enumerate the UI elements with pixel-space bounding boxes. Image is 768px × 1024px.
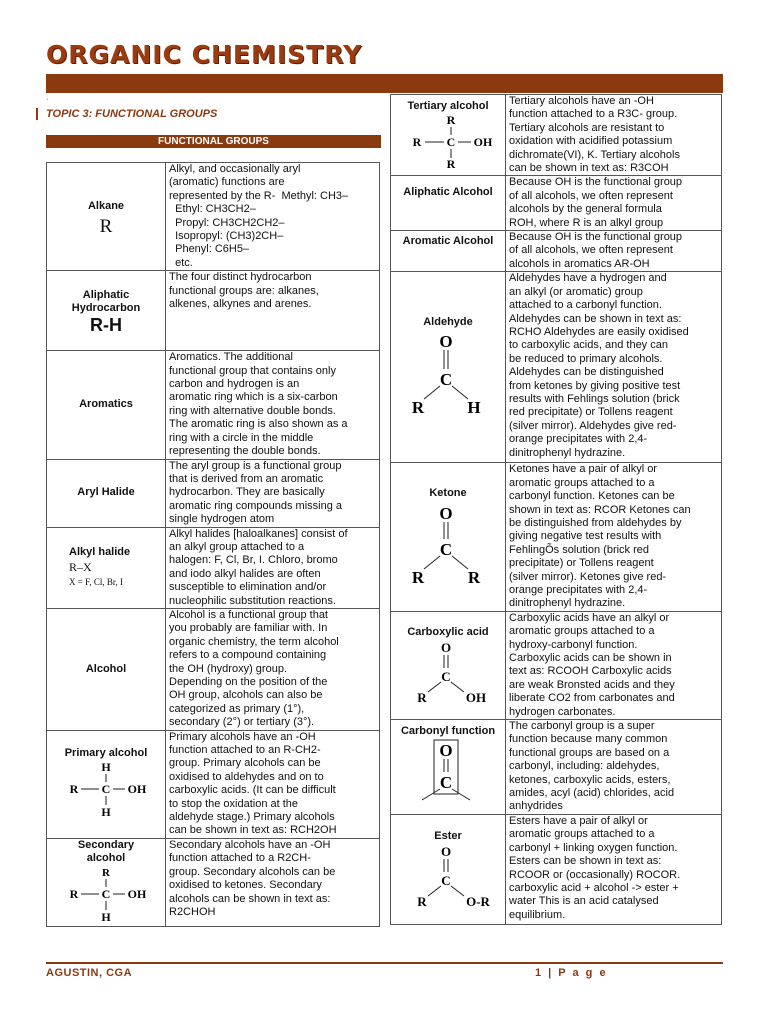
atom: OH: [127, 781, 147, 796]
description-line: anhydrides: [509, 800, 563, 813]
atom: C: [439, 369, 453, 389]
description-line: Ketones have a pair of alkyl or: [509, 463, 657, 476]
stray-mark: `: [46, 98, 49, 107]
description-line: function attached to a R2CH-: [169, 852, 311, 865]
group-name: Carbonyl function: [400, 725, 496, 737]
description-line: Aldehydes can be shown in text as:: [509, 312, 682, 325]
description-line: Esters have a pair of alkyl or: [509, 815, 648, 827]
description-line: secondary (2°) or tertiary (3°).: [169, 716, 315, 729]
bond: [428, 886, 441, 896]
description-line: (silver mirror). Aldehydes give red-: [509, 419, 677, 432]
description-cell: [506, 720, 722, 815]
description-cell: [506, 611, 722, 719]
atom: O: [439, 331, 453, 351]
description-line: aromatic groups attached to a: [509, 828, 655, 841]
group-name: Tertiary alcohol: [407, 100, 489, 112]
description-line: functional groups are based on a: [509, 746, 670, 759]
secondary-alcohol-structure: [61, 866, 151, 926]
description-line: Propyl: CH3CH2CH2–: [169, 216, 285, 229]
description-cell: [166, 351, 380, 459]
description-line: be reduced to primary alcohols.: [509, 352, 663, 365]
description-line: alcohols can be shown in text as:: [169, 892, 331, 905]
description-line: ketones, carboxylic acids, esters,: [509, 773, 671, 786]
atom: R: [417, 894, 427, 910]
description-line: The aryl group is a functional group: [169, 459, 342, 472]
label-cell: [391, 815, 506, 925]
bond: [428, 682, 441, 692]
description-line: The aromatic ring is also shown as a: [169, 418, 348, 431]
description-line: Isopropyl: (CH3)2CH–: [169, 230, 284, 243]
description-cell: [506, 231, 722, 272]
description-line: function attached to a R3C- group.: [509, 108, 678, 121]
table-row: [47, 838, 380, 926]
description-cell: [166, 459, 380, 527]
bond: [424, 556, 440, 569]
atom: R: [417, 690, 427, 706]
description-line: are weak Bronsted acids and they: [509, 678, 675, 691]
description-line: precipitate) or Tollens reagent: [509, 557, 654, 570]
table-row: [391, 463, 722, 611]
description-line: an alkyl (or aromatic) group: [509, 285, 643, 298]
atom: O: [439, 503, 453, 523]
bond: [424, 386, 440, 399]
atom: R: [467, 567, 481, 587]
group-name: Aliphatic: [82, 288, 130, 301]
right-table: [390, 94, 722, 925]
description-line: can be shown in text as: RCH2OH: [169, 824, 337, 837]
description-line: liberate CO2 from carbonates and: [509, 692, 675, 705]
aldehyde-structure: [398, 329, 498, 419]
table-row: [391, 720, 722, 815]
description-line: orange precipitates with 2,4-: [509, 433, 648, 446]
description-line: text as: RCOOH Carboxylic acids: [509, 665, 672, 678]
atom: O: [440, 844, 452, 860]
label-cell: [391, 176, 506, 231]
topic-heading: TOPIC 3: FUNCTIONAL GROUPS: [36, 108, 217, 120]
description-line: Because OH is the functional group: [509, 176, 683, 189]
group-name: Primary alcohol: [64, 746, 148, 759]
description-line: an alkyl group attached to a: [169, 540, 305, 553]
description-cell: [506, 815, 722, 925]
description-line: Aromatics. The additional: [169, 351, 293, 364]
table-row: [47, 527, 380, 608]
atom: O: [440, 640, 452, 656]
description-line: ring with alternative double bonds.: [169, 404, 336, 417]
description-line: Aldehydes have a hydrogen and: [509, 272, 667, 285]
atom: C: [441, 669, 451, 685]
description-line: Ethyl: CH3CH2–: [169, 203, 256, 216]
description-line: can be shown in text as: R3COH: [509, 162, 669, 175]
description-line: ring with a circle in the middle: [169, 431, 314, 444]
description-line: alkenes, alkynes and arenes.: [169, 298, 312, 311]
description-line: single hydrogen atom: [169, 513, 275, 526]
description-line: group. Secondary alcohols can be: [169, 865, 336, 878]
description-line: nucleophilic substitution reactions.: [169, 594, 336, 607]
group-name: Aromatics: [79, 398, 133, 411]
table-row: [391, 231, 722, 272]
label-cell: [391, 611, 506, 719]
atom: C: [439, 773, 453, 793]
description-line: oxidised to ketones. Secondary: [169, 879, 322, 892]
table-row: [391, 815, 722, 925]
label-cell: [47, 838, 166, 926]
description-line: hydrogen carbonates.: [509, 705, 616, 718]
bond: [452, 386, 468, 399]
description-line: (aromatic) functions are: [169, 176, 285, 189]
atom: OH: [127, 886, 147, 901]
label-cell: [47, 163, 166, 271]
description-line: be distinguished from aldehydes by: [509, 516, 682, 529]
description-line: carbonyl, including: aldehydes,: [509, 760, 660, 773]
formula: R-H: [90, 315, 122, 336]
description-line: OH group, alcohols can also be: [169, 689, 323, 702]
description-line: carbonyl + linking oxygen function.: [509, 841, 678, 854]
description-line: representing the double bonds.: [169, 445, 321, 458]
description-line: aromatic ring which is a six-carbon: [169, 391, 338, 404]
label-cell: [391, 95, 506, 176]
description-line: Aldehydes can be distinguished: [509, 366, 664, 379]
halogen-note: X = F, Cl, Br, I: [69, 577, 123, 588]
description-line: aromatic ring compounds missing a: [169, 499, 343, 512]
description-line: amides, acyl (acid) chlorides, acid: [509, 787, 675, 800]
description-line: results with Fehlings solution (brick: [509, 392, 680, 405]
description-line: group. Primary alcohols can be: [169, 757, 321, 770]
description-line: Because OH is the functional group: [509, 231, 683, 244]
description-cell: [166, 163, 380, 271]
description-line: FehlingÕs solution (brick red: [509, 543, 650, 556]
group-name: Aromatic Alcohol: [402, 235, 494, 248]
description-cell: [166, 730, 380, 838]
description-line: RCHO Aldehydes are easily oxidised: [509, 325, 689, 338]
atom: R: [446, 157, 456, 172]
description-line: of all alcohols, we often represent: [509, 244, 673, 257]
table-row: [47, 730, 380, 838]
description-line: refers to a compound containing: [169, 649, 327, 662]
label-cell: [391, 272, 506, 463]
group-name: Aryl Halide: [77, 486, 135, 499]
table-row: [47, 163, 380, 271]
description-line: Tertiary alcohols are resistant to: [509, 121, 665, 134]
description-line: aromatic groups attached to a: [509, 476, 655, 489]
description-line: ROH, where R is an alkyl group: [509, 216, 664, 229]
description-line: Carboxylic acids have an alkyl or: [509, 611, 670, 624]
description-line: Phenyl: C6H5–: [169, 243, 250, 256]
label-cell: [391, 463, 506, 611]
description-line: giving negative test results with: [509, 530, 662, 543]
description-line: hydrocarbon. They are basically: [169, 486, 325, 499]
bond: [451, 682, 464, 692]
description-line: oxidation with acidified potassium: [509, 135, 673, 148]
footer-author: AGUSTIN, CGA: [46, 967, 133, 979]
atom: R: [446, 113, 456, 128]
label-cell: [47, 459, 166, 527]
atom: R: [69, 781, 79, 796]
atom: R: [69, 886, 79, 901]
description-line: The carbonyl group is a super: [509, 720, 655, 732]
ketone-structure: [398, 501, 498, 587]
description-cell: [506, 463, 722, 611]
atom: H: [101, 804, 111, 819]
description-line: dichromate(VI), K. Tertiary alcohols: [509, 148, 680, 161]
description-line: Esters can be shown in text as:: [509, 855, 662, 868]
description-line: function because many common: [509, 733, 668, 746]
atom: R: [102, 866, 110, 879]
label-cell: [391, 231, 506, 272]
description-line: that is derived from an aromatic: [169, 472, 324, 485]
footer-line: [46, 962, 723, 964]
description-line: carbonyl function. Ketones can be: [509, 490, 675, 503]
description-line: represented by the R- Methyl: CH3–: [169, 189, 349, 202]
atom: R: [411, 567, 425, 587]
group-name: alcohol: [86, 852, 126, 865]
table-row: [391, 611, 722, 719]
description-line: hydroxy-carbonyl function.: [509, 638, 638, 651]
formula: R–X: [69, 560, 92, 575]
description-line: Primary alcohols have an -OH: [169, 730, 316, 743]
description-cell: [506, 176, 722, 231]
atom: H: [101, 909, 111, 924]
label-cell: [47, 527, 166, 608]
description-line: to stop the oxidation at the: [169, 797, 299, 810]
description-line: to carboxylic acids, and they can: [509, 339, 668, 352]
label-cell: [391, 720, 506, 815]
description-line: susceptible to elimination and/or: [169, 581, 327, 594]
label-cell: [47, 608, 166, 730]
table-row: [391, 272, 722, 463]
description-cell: [506, 272, 722, 463]
description-line: Tertiary alcohols have an -OH: [509, 95, 654, 107]
description-line: function attached to an R-CH2-: [169, 744, 321, 757]
description-line: Secondary alcohols have an -OH: [169, 838, 331, 851]
table-row: [47, 271, 380, 351]
group-name: Ester: [434, 829, 462, 842]
table-row: [47, 608, 380, 730]
section-bar: FUNCTIONAL GROUPS: [46, 135, 381, 148]
description-cell: [166, 608, 380, 730]
formula: R: [99, 215, 113, 237]
page-number: 1 | P a g e: [535, 967, 608, 979]
group-name: Hydrocarbon: [71, 302, 141, 315]
atom: O: [439, 741, 453, 761]
description-line: etc.: [169, 256, 193, 269]
description-line: the OH (hydroxy) group.: [169, 662, 287, 675]
ester-structure: [398, 843, 498, 909]
bond: [451, 886, 464, 896]
description-line: Alkyl halides [haloalkanes] consist of: [169, 527, 348, 540]
label-cell: [47, 351, 166, 459]
description-line: equilibrium.: [509, 908, 566, 921]
atom: H: [101, 759, 111, 774]
description-line: oxidised to aldehydes and on to: [169, 770, 324, 783]
description-line: organic chemistry, the term alcohol: [169, 635, 339, 648]
atom: C: [101, 886, 111, 901]
description-line: carbon and hydrogen is an: [169, 378, 300, 391]
atom: O-R: [466, 894, 490, 910]
description-line: orange precipitates with 2,4-: [509, 583, 648, 596]
table-row: [47, 351, 380, 459]
description-line: alcohols by the general formula: [509, 203, 662, 216]
page-title: ORGANIC CHEMISTRY: [46, 40, 363, 69]
group-name: Carboxylic acid: [407, 625, 489, 638]
header-bar: [46, 74, 723, 93]
description-line: attached to a carbonyl function.: [509, 299, 662, 312]
description-line: Carboxylic acids can be shown in: [509, 651, 672, 664]
table-row: [391, 95, 722, 176]
description-line: carboxylic acid + alcohol -> ester +: [509, 882, 679, 895]
description-line: dinitrophenyl hydrazine.: [509, 446, 626, 459]
tertiary-alcohol-structure: [403, 113, 493, 171]
description-line: Depending on the position of the: [169, 676, 328, 688]
bond: [452, 556, 468, 569]
description-line: from ketones by giving positive test: [509, 379, 681, 392]
group-name: Alkyl halide: [69, 545, 131, 558]
atom: OH: [473, 135, 493, 150]
primary-alcohol-structure: [61, 760, 151, 822]
atom: R: [412, 135, 422, 150]
description-line: Alcohol is a functional group that: [169, 608, 328, 621]
atom: OH: [465, 690, 487, 706]
description-line: and iodo alkyl halides are often: [169, 567, 321, 580]
atom: H: [467, 397, 481, 417]
description-line: aromatic groups attached to a: [509, 625, 655, 638]
atom: C: [439, 539, 453, 559]
atom: C: [446, 135, 456, 150]
description-line: aldehyde stage.) Primary alcohols: [169, 811, 335, 824]
group-name: Alcohol: [85, 662, 127, 675]
description-line: shown in text as: RCOR Ketones can: [509, 503, 691, 516]
left-table: [46, 162, 380, 927]
description-cell: [166, 527, 380, 608]
description-line: alcohols in aromatics AR-OH: [509, 257, 650, 270]
description-cell: [506, 95, 722, 176]
atom: R: [411, 397, 425, 417]
carboxylic-acid-structure: [398, 639, 498, 705]
description-line: halogen: F, Cl, Br, I. Chloro, bromo: [169, 554, 338, 567]
description-line: of all alcohols, we often represent: [509, 189, 673, 202]
table-row: [391, 176, 722, 231]
description-line: The four distinct hydrocarbon: [169, 271, 312, 284]
table-row: [47, 459, 380, 527]
label-cell: [47, 271, 166, 351]
description-cell: [166, 271, 380, 351]
description-line: categorized as primary (1°),: [169, 702, 305, 715]
atom: C: [101, 781, 111, 796]
label-cell: [47, 730, 166, 838]
carbonyl-structure: [398, 738, 498, 802]
group-name: Ketone: [429, 487, 467, 500]
description-line: (silver mirror). Ketones give red-: [509, 570, 667, 583]
description-line: RCOOR or (occasionally) ROCOR.: [509, 868, 681, 881]
atom: C: [441, 873, 451, 889]
description-line: Alkyl, and occasionally aryl: [169, 163, 301, 175]
description-line: R2CHOH: [169, 905, 216, 918]
group-name: Alkane: [87, 200, 125, 213]
description-cell: [166, 838, 380, 926]
group-name: Aliphatic Alcohol: [403, 186, 493, 199]
description-line: carboxylic acids. (It can be difficult: [169, 784, 336, 797]
description-line: water This is an acid catalysed: [509, 895, 659, 908]
description-line: red precipitate) or Tollens reagent: [509, 406, 673, 419]
group-name: Secondary: [77, 838, 135, 851]
description-line: functional groups are: alkanes,: [169, 284, 319, 297]
description-line: you probably are familiar with. In: [169, 622, 328, 635]
group-name: Aldehyde: [423, 315, 473, 328]
description-line: functional group that contains only: [169, 364, 336, 377]
description-line: dinitrophenyl hydrazine.: [509, 597, 626, 610]
